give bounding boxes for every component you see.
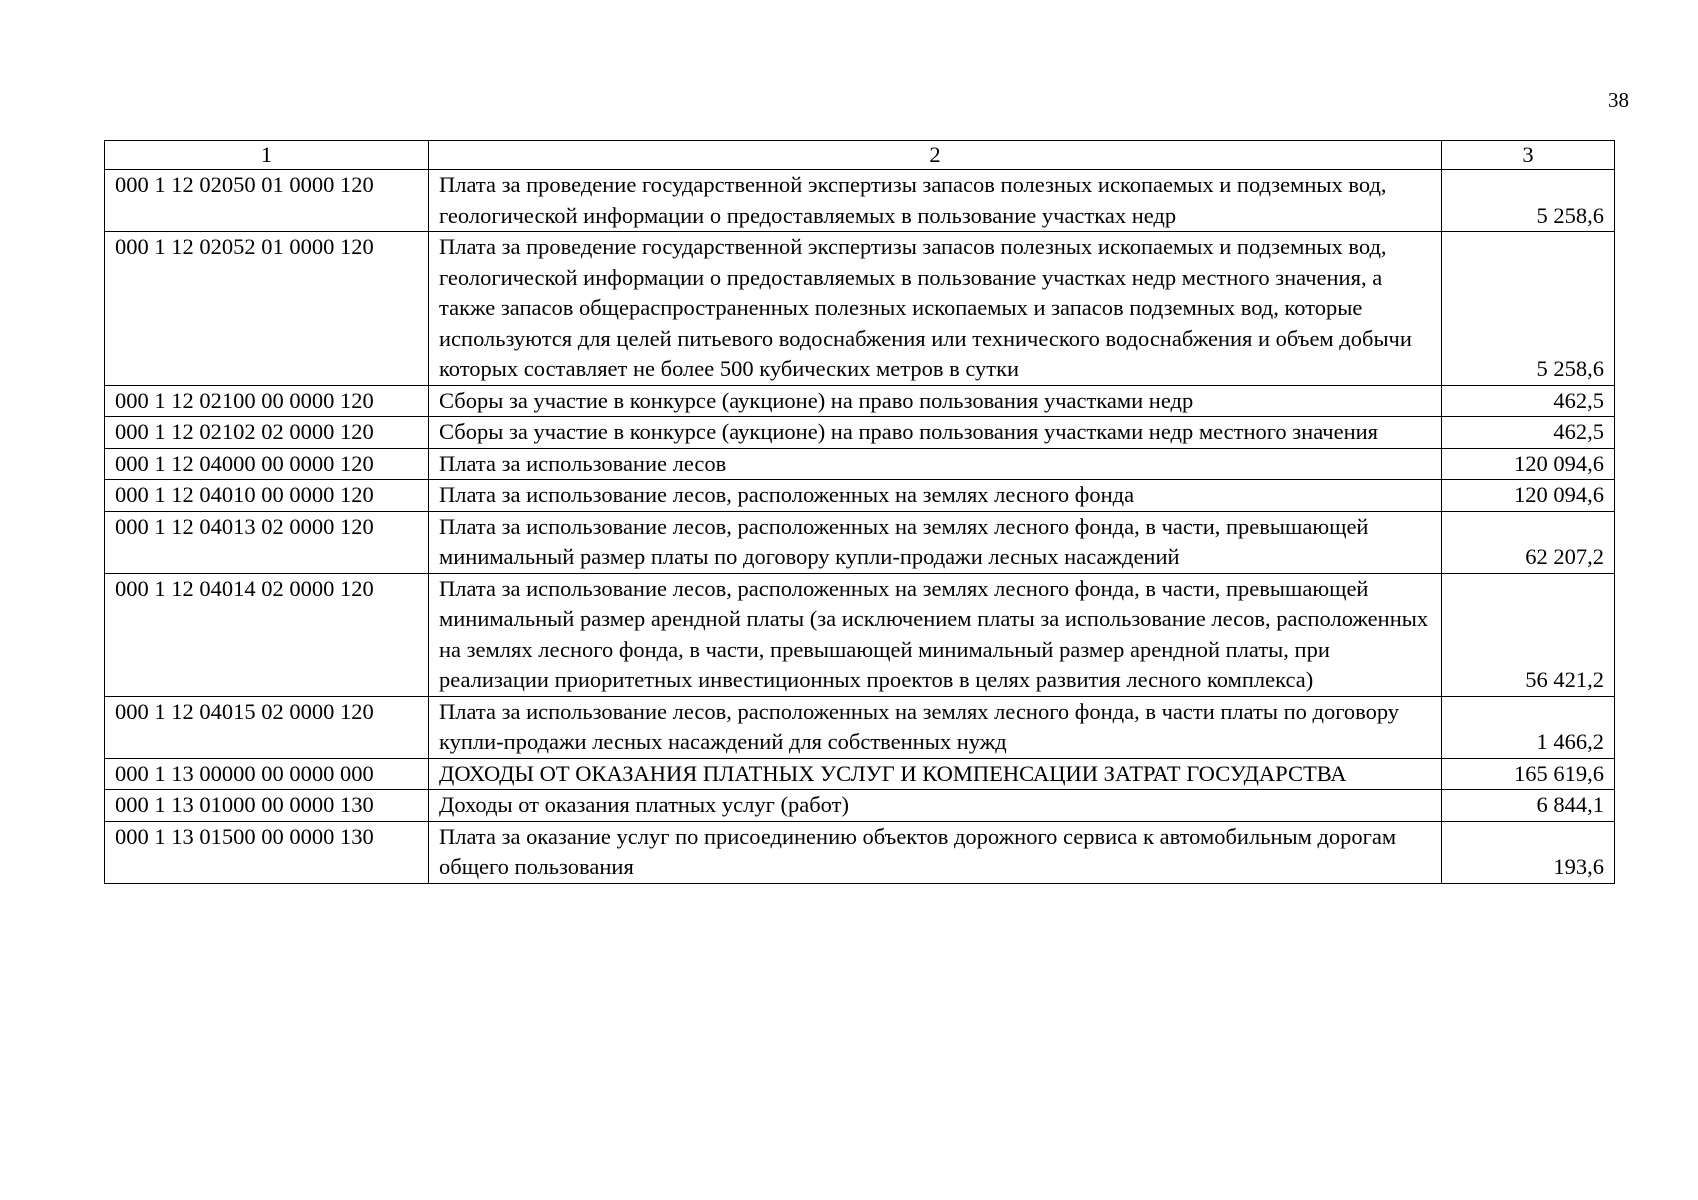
table-row	[105, 232, 1615, 386]
row-code: 000 1 12 02050 01 0000 120	[105, 170, 429, 232]
row-name: Плата за использование лесов, расположенных на землях лесного фонда, в части платы по договору купли-продажи лесных насаждений для собственных нужд	[429, 696, 1442, 758]
row-amount: 193,6	[1442, 821, 1615, 883]
row-name: Плата за проведение государственной экспертизы запасов полезных ископаемых и подземных вод, геологической информации о предоставляемых в пользование участках недр	[429, 170, 1442, 232]
row-name: Доходы от оказания платных услуг (работ)	[429, 790, 1442, 822]
row-code: 000 1 12 04015 02 0000 120	[105, 696, 429, 758]
row-amount: 5 258,6	[1442, 232, 1615, 386]
row-amount: 1 466,2	[1442, 696, 1615, 758]
row-code: 000 1 12 02052 01 0000 120	[105, 232, 429, 386]
row-amount: 462,5	[1442, 417, 1615, 449]
row-amount: 462,5	[1442, 385, 1615, 417]
row-amount: 120 094,6	[1442, 448, 1615, 480]
row-amount: 120 094,6	[1442, 480, 1615, 512]
row-amount: 165 619,6	[1442, 758, 1615, 790]
table-row	[105, 821, 1615, 883]
row-code: 000 1 12 02100 00 0000 120	[105, 385, 429, 417]
table-row	[105, 385, 1615, 417]
table-row	[105, 448, 1615, 480]
row-name: Плата за использование лесов	[429, 448, 1442, 480]
table-header-row	[105, 141, 1615, 170]
row-name: Плата за использование лесов, расположенных на землях лесного фонда	[429, 480, 1442, 512]
row-amount: 56 421,2	[1442, 573, 1615, 696]
row-name: Плата за использование лесов, расположенных на землях лесного фонда, в части, превышающей минимальный размер арендной платы (за исключением платы за использование лесов, расположенных на землях лесного фонда, в части, превышающей минимальный размер арендной платы, при реализации приоритетных инвестиционных проектов в целях развития лесного комплекса)	[429, 573, 1442, 696]
row-name: Плата за проведение государственной экспертизы запасов полезных ископаемых и подземных вод, геологической информации о предоставляемых в пользование участках недр местного значения, а также запасов общераспространенных полезных ископаемых и запасов подземных вод, которые используются для целей питьевого водоснабжения или технического водоснабжения и объем добычи которых составляет не более 500 кубических метров в сутки	[429, 232, 1442, 386]
row-code: 000 1 13 00000 00 0000 000	[105, 758, 429, 790]
row-amount: 5 258,6	[1442, 170, 1615, 232]
table-row	[105, 417, 1615, 449]
row-name: ДОХОДЫ ОТ ОКАЗАНИЯ ПЛАТНЫХ УСЛУГ И КОМПЕНСАЦИИ ЗАТРАТ ГОСУДАРСТВА	[429, 758, 1442, 790]
column-header-amount: 3	[1442, 141, 1615, 170]
table-row	[105, 511, 1615, 573]
row-code: 000 1 12 04000 00 0000 120	[105, 448, 429, 480]
table-row	[105, 758, 1615, 790]
row-code: 000 1 12 04010 00 0000 120	[105, 480, 429, 512]
table-row	[105, 790, 1615, 822]
budget-table	[104, 140, 1615, 884]
table-row	[105, 170, 1615, 232]
table-row	[105, 696, 1615, 758]
row-code: 000 1 12 04014 02 0000 120	[105, 573, 429, 696]
column-header-code: 1	[105, 141, 429, 170]
row-name: Сборы за участие в конкурсе (аукционе) на право пользования участками недр	[429, 385, 1442, 417]
row-name: Сборы за участие в конкурсе (аукционе) на право пользования участками недр местного значения	[429, 417, 1442, 449]
row-code: 000 1 12 04013 02 0000 120	[105, 511, 429, 573]
row-amount: 6 844,1	[1442, 790, 1615, 822]
table-row	[105, 480, 1615, 512]
row-code: 000 1 12 02102 02 0000 120	[105, 417, 429, 449]
row-name: Плата за использование лесов, расположенных на землях лесного фонда, в части, превышающей минимальный размер платы по договору купли-продажи лесных насаждений	[429, 511, 1442, 573]
row-amount: 62 207,2	[1442, 511, 1615, 573]
row-name: Плата за оказание услуг по присоединению объектов дорожного сервиса к автомобильным дорогам общего пользования	[429, 821, 1442, 883]
table-row	[105, 573, 1615, 696]
row-code: 000 1 13 01500 00 0000 130	[105, 821, 429, 883]
page-number: 38	[1608, 88, 1629, 112]
row-code: 000 1 13 01000 00 0000 130	[105, 790, 429, 822]
column-header-name: 2	[429, 141, 1442, 170]
